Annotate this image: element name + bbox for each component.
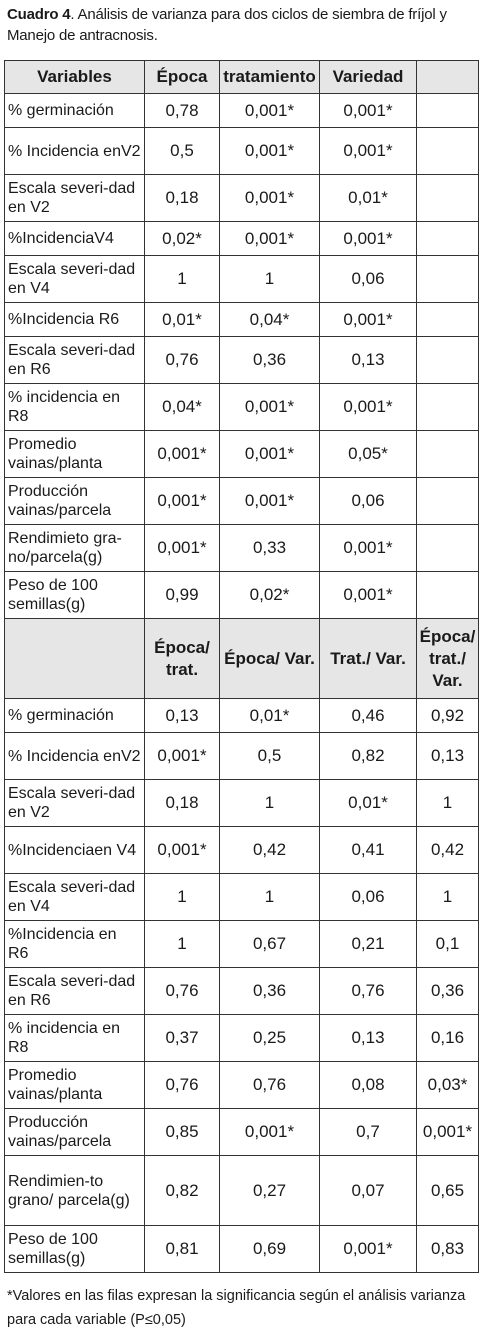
value-cell: 0,36 — [417, 968, 479, 1015]
value-cell: 0,1 — [417, 921, 479, 968]
value-cell: 0,03* — [417, 1062, 479, 1109]
value-cell: 0,001* — [417, 1109, 479, 1156]
variable-cell: Rendimien-to grano/ parcela(g) — [5, 1156, 145, 1226]
value-cell: 0,18 — [145, 780, 220, 827]
value-cell: 0,06 — [320, 256, 417, 303]
value-cell: 0,42 — [220, 827, 320, 874]
value-cell: 0,001* — [320, 222, 417, 256]
value-cell: 0,41 — [320, 827, 417, 874]
value-cell: 0,001* — [220, 431, 320, 478]
value-cell: 0,82 — [320, 733, 417, 780]
value-cell: 0,04* — [145, 384, 220, 431]
table-row — [5, 968, 479, 1015]
value-cell: 0,01* — [320, 175, 417, 222]
variable-cell: % incidencia en R8 — [5, 384, 145, 431]
value-cell — [417, 431, 479, 478]
variable-cell: Rendimieto gra-no/parcela(g) — [5, 525, 145, 572]
table-row — [5, 699, 479, 733]
value-cell: 0,13 — [417, 733, 479, 780]
value-cell: 0,5 — [220, 733, 320, 780]
value-cell: 0,99 — [145, 572, 220, 619]
value-cell: 0,04* — [220, 303, 320, 337]
table-row — [5, 874, 479, 921]
value-cell: 1 — [145, 874, 220, 921]
value-cell: 0,76 — [145, 337, 220, 384]
value-cell: 0,13 — [320, 1015, 417, 1062]
value-cell: 0,001* — [145, 525, 220, 572]
variable-cell: % incidencia en R8 — [5, 1015, 145, 1062]
value-cell: 0,27 — [220, 1156, 320, 1226]
value-cell: 0,37 — [145, 1015, 220, 1062]
value-cell: 0,92 — [417, 699, 479, 733]
column-header — [417, 61, 479, 94]
column-header: Época — [145, 61, 220, 94]
value-cell: 0,06 — [320, 478, 417, 525]
value-cell: 0,69 — [220, 1226, 320, 1273]
column-header: tratamiento — [220, 61, 320, 94]
value-cell: 0,001* — [220, 478, 320, 525]
value-cell: 0,05* — [320, 431, 417, 478]
variable-cell: % Incidencia enV2 — [5, 733, 145, 780]
value-cell: 0,16 — [417, 1015, 479, 1062]
variable-cell: Peso de 100 semillas(g) — [5, 1226, 145, 1273]
table-row — [5, 337, 479, 384]
value-cell — [417, 94, 479, 128]
column-header: Época/ trat. — [145, 619, 220, 699]
value-cell — [417, 384, 479, 431]
variable-cell: %IncidenciaV4 — [5, 222, 145, 256]
column-header: Variables — [5, 61, 145, 94]
variable-cell: Promedio vainas/planta — [5, 431, 145, 478]
caption-label: Cuadro 4 — [7, 6, 71, 23]
table-row — [5, 1226, 479, 1273]
anova-table-body — [5, 61, 479, 1273]
value-cell: 0,001* — [320, 572, 417, 619]
value-cell: 0,001* — [320, 94, 417, 128]
value-cell: 0,18 — [145, 175, 220, 222]
value-cell: 0,01* — [320, 780, 417, 827]
value-cell: 0,76 — [145, 968, 220, 1015]
table-row — [5, 94, 479, 128]
value-cell: 0,33 — [220, 525, 320, 572]
value-cell: 0,81 — [145, 1226, 220, 1273]
value-cell: 0,85 — [145, 1109, 220, 1156]
value-cell: 0,001* — [220, 175, 320, 222]
value-cell: 0,13 — [145, 699, 220, 733]
value-cell: 0,82 — [145, 1156, 220, 1226]
table-row — [5, 572, 479, 619]
value-cell — [417, 128, 479, 175]
table-row — [5, 1015, 479, 1062]
value-cell: 0,001* — [145, 478, 220, 525]
value-cell: 0,67 — [220, 921, 320, 968]
table-row — [5, 431, 479, 478]
value-cell: 0,13 — [320, 337, 417, 384]
table-row — [5, 222, 479, 256]
value-cell: 0,65 — [417, 1156, 479, 1226]
table-row — [5, 175, 479, 222]
value-cell: 1 — [145, 921, 220, 968]
value-cell: 0,001* — [220, 222, 320, 256]
header-row — [5, 61, 479, 94]
value-cell: 1 — [417, 874, 479, 921]
column-header: Época/ Var. — [220, 619, 320, 699]
value-cell — [417, 572, 479, 619]
variable-cell: %Incidenciaen V4 — [5, 827, 145, 874]
value-cell: 0,001* — [220, 128, 320, 175]
header-row — [5, 619, 479, 699]
variable-cell: Escala severi-dad en V4 — [5, 256, 145, 303]
value-cell: 0,02* — [145, 222, 220, 256]
table-row — [5, 733, 479, 780]
table-row — [5, 1062, 479, 1109]
value-cell: 0,01* — [220, 699, 320, 733]
table-row — [5, 525, 479, 572]
value-cell — [417, 478, 479, 525]
value-cell: 0,5 — [145, 128, 220, 175]
value-cell: 0,07 — [320, 1156, 417, 1226]
value-cell — [417, 175, 479, 222]
value-cell: 0,7 — [320, 1109, 417, 1156]
value-cell: 0,001* — [320, 1226, 417, 1273]
variable-cell: Escala severi-dad en V4 — [5, 874, 145, 921]
variable-cell: Producción vainas/parcela — [5, 478, 145, 525]
value-cell: 0,001* — [220, 384, 320, 431]
variable-cell: % germinación — [5, 699, 145, 733]
value-cell: 1 — [417, 780, 479, 827]
variable-cell: Escala severi-dad en V2 — [5, 780, 145, 827]
table-row — [5, 1156, 479, 1226]
table-row — [5, 128, 479, 175]
variable-cell: % Incidencia enV2 — [5, 128, 145, 175]
variable-cell: Producción vainas/parcela — [5, 1109, 145, 1156]
value-cell: 0,76 — [145, 1062, 220, 1109]
value-cell — [417, 303, 479, 337]
value-cell — [417, 222, 479, 256]
value-cell: 0,78 — [145, 94, 220, 128]
value-cell: 1 — [220, 874, 320, 921]
value-cell: 0,76 — [320, 968, 417, 1015]
table-row — [5, 256, 479, 303]
value-cell: 0,001* — [145, 733, 220, 780]
variable-cell: Peso de 100 semillas(g) — [5, 572, 145, 619]
variable-cell: Escala severi-dad en R6 — [5, 337, 145, 384]
value-cell: 0,001* — [145, 431, 220, 478]
value-cell: 0,36 — [220, 968, 320, 1015]
value-cell: 1 — [220, 256, 320, 303]
value-cell: 0,02* — [220, 572, 320, 619]
column-header: Trat./ Var. — [320, 619, 417, 699]
value-cell: 0,83 — [417, 1226, 479, 1273]
value-cell: 0,25 — [220, 1015, 320, 1062]
column-header — [5, 619, 145, 699]
table-row — [5, 1109, 479, 1156]
value-cell: 0,36 — [220, 337, 320, 384]
value-cell — [417, 256, 479, 303]
value-cell: 0,001* — [145, 827, 220, 874]
value-cell: 0,001* — [320, 303, 417, 337]
table-row — [5, 303, 479, 337]
table-row — [5, 478, 479, 525]
table-row — [5, 921, 479, 968]
table-row — [5, 384, 479, 431]
variable-cell: Escala severi-dad en V2 — [5, 175, 145, 222]
variable-cell: Escala severi-dad en R6 — [5, 968, 145, 1015]
variable-cell: %Incidencia R6 — [5, 303, 145, 337]
column-header: Variedad — [320, 61, 417, 94]
value-cell: 0,001* — [320, 525, 417, 572]
value-cell: 0,21 — [320, 921, 417, 968]
value-cell: 0,001* — [320, 128, 417, 175]
caption-text: . Análisis de varianza para dos ciclos de siembra de fríjol y Manejo de antracnosis. — [7, 6, 447, 44]
variable-cell: Promedio vainas/planta — [5, 1062, 145, 1109]
value-cell: 0,001* — [220, 1109, 320, 1156]
value-cell: 0,08 — [320, 1062, 417, 1109]
value-cell: 0,46 — [320, 699, 417, 733]
value-cell: 0,42 — [417, 827, 479, 874]
value-cell: 1 — [145, 256, 220, 303]
table-caption — [7, 4, 477, 46]
variable-cell: %Incidencia en R6 — [5, 921, 145, 968]
variable-cell: % germinación — [5, 94, 145, 128]
value-cell: 0,001* — [320, 384, 417, 431]
value-cell: 0,76 — [220, 1062, 320, 1109]
column-header: Época/ trat./ Var. — [417, 619, 479, 699]
value-cell — [417, 525, 479, 572]
value-cell: 0,01* — [145, 303, 220, 337]
value-cell: 0,06 — [320, 874, 417, 921]
table-row — [5, 780, 479, 827]
footnote: *Valores en las filas expresan la significancia según el análisis varianza para cada variable (P≤0,05) — [7, 1288, 466, 1328]
value-cell: 1 — [220, 780, 320, 827]
anova-table — [4, 60, 479, 1273]
value-cell: 0,001* — [220, 94, 320, 128]
table-row — [5, 827, 479, 874]
value-cell — [417, 337, 479, 384]
